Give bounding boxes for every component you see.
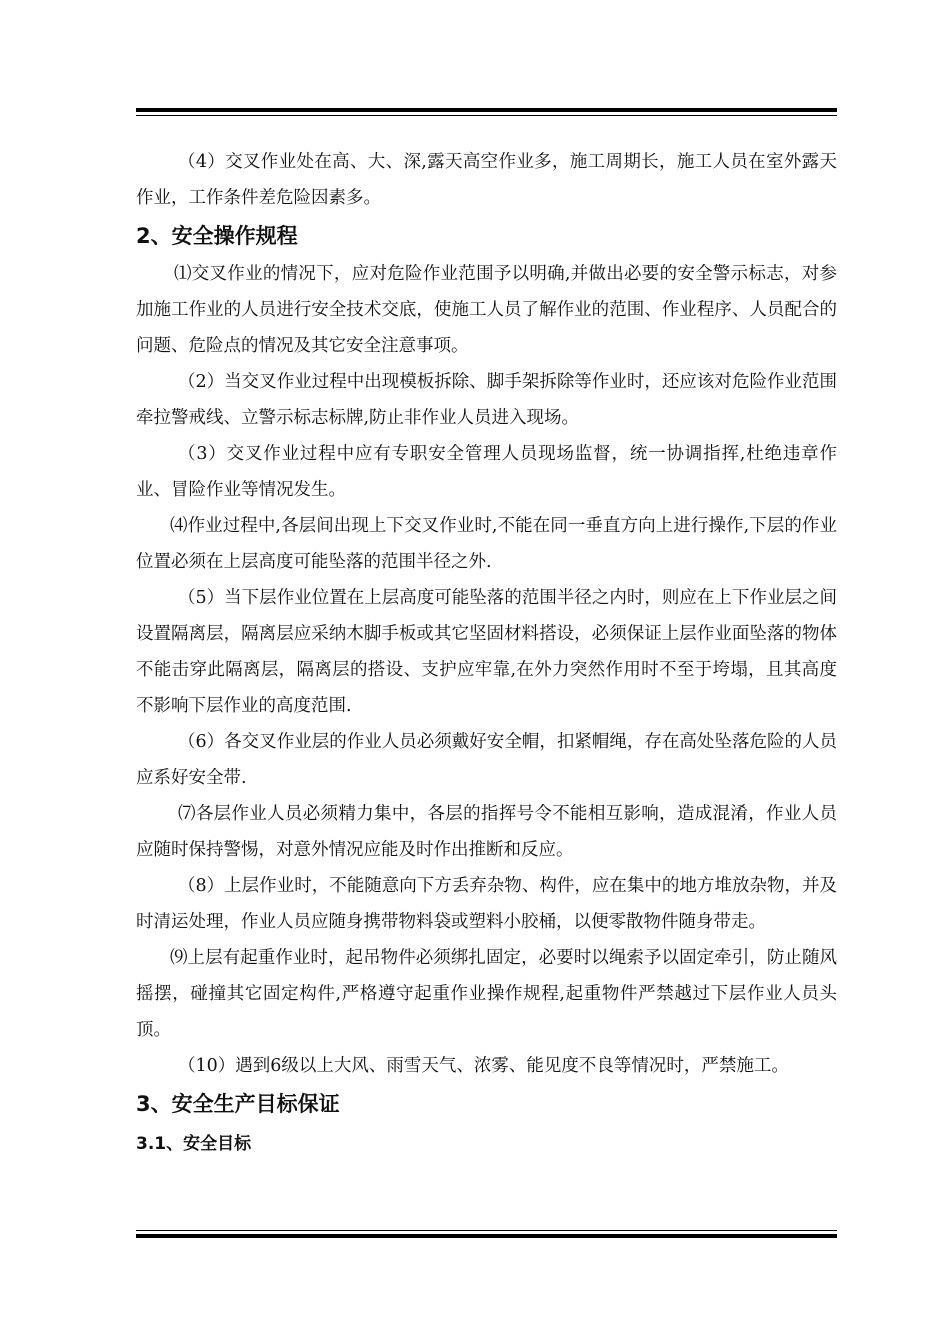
paragraph-7-concentration: ⑺各层作业人员必须精力集中，各层的指挥号令不能相互影响，造成混淆，作业人员应随时保持警惕，对意外情况应能及时作出推断和反应。 <box>136 804 837 860</box>
paragraph-3-supervision: （3）交叉作业过程中应有专职安全管理人员现场监督，统一协调指挥,杜绝违章作业、冒险作业等情况发生。 <box>136 444 837 500</box>
document-body <box>136 144 837 1164</box>
footer-rule-thick <box>136 1234 837 1238</box>
footer-rule-thin <box>136 1230 837 1231</box>
heading-safety-operating-rules: 2、安全操作规程 <box>136 224 298 248</box>
paragraph-10-weather: （10）遇到6级以上大风、雨雪天气、浓雾、能见度不良等情况时，严禁施工。 <box>178 1056 789 1076</box>
header-rule-thin <box>136 115 837 116</box>
heading-safety-target: 3.1、安全目标 <box>136 1134 252 1154</box>
paragraph-5-isolation-layer: （5）当下层作业位置在上层高度可能坠落的范围半径之内时，则应在上下作业层之间设置隔离层，隔离层应采纳木脚手板或其它坚固材料搭设，必须保证上层作业面坠落的物体不能击穿此隔离层，隔离层的搭设、支护应牢靠,在外力突然作用时不至于垮塌，且其高度不影响下层作业的高度范围. <box>136 588 837 716</box>
paragraph-4-cross-work-conditions: （4）交叉作业处在高、大、深,露天高空作业多，施工周期长，施工人员在室外露天作业，工作条件差危险因素多。 <box>136 152 837 208</box>
paragraph-8-debris: （8）上层作业时，不能随意向下方丢弃杂物、构件，应在集中的地方堆放杂物，并及时清运处理，作业人员应随身携带物料袋或塑料小胶桶，以便零散物件随身带走。 <box>136 876 837 932</box>
paragraph-1-danger-zone: ⑴交叉作业的情况下，应对危险作业范围予以明确,并做出必要的安全警示标志，对参加施工作业的人员进行安全技术交底，使施工人员了解作业的范围、作业程序、人员配合的问题、危险点的情况及其它安全注意事项。 <box>136 264 837 356</box>
paragraph-4-vertical-operation: ⑷作业过程中,各层间出现上下交叉作业时,不能在同一垂直方向上进行操作,下层的作业位置必须在上层高度可能坠落的范围半径之外. <box>136 516 837 572</box>
paragraph-2-demolition-warning: （2）当交叉作业过程中出现模板拆除、脚手架拆除等作业时，还应该对危险作业范围牵拉警戒线、立警示标志标牌,防止非作业人员进入现场。 <box>136 372 837 428</box>
paragraph-9-lifting: ⑼上层有起重作业时，起吊物件必须绑扎固定，必要时以绳索予以固定牵引，防止随风摇摆，碰撞其它固定构件,严格遵守起重作业操作规程,起重物件严禁越过下层作业人员头顶。 <box>136 948 837 1040</box>
heading-safety-production-goals: 3、安全生产目标保证 <box>136 1092 340 1116</box>
paragraph-6-safety-helmet: （6）各交叉作业层的作业人员必须戴好安全帽，扣紧帽绳，存在高处坠落危险的人员应系好安全带. <box>136 732 837 788</box>
header-rule-thick <box>136 108 837 112</box>
